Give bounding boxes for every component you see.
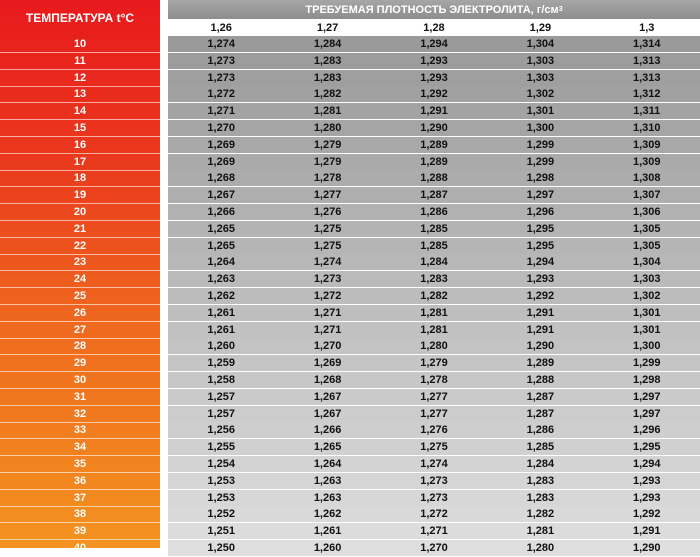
temperature-cell: 25 (0, 288, 160, 305)
density-value-cell: 1,281 (313, 105, 342, 118)
temperature-cell: 13 (0, 86, 160, 103)
temperature-cell: 33 (0, 422, 160, 439)
density-value-cell: 1,273 (420, 474, 448, 487)
temperature-cell: 27 (0, 322, 160, 339)
density-value-cell: 1,287 (420, 189, 448, 202)
density-column-headers (168, 19, 700, 36)
density-value-cell: 1,263 (207, 273, 235, 286)
density-value-cell: 1,296 (526, 206, 555, 218)
density-value-cell: 1,258 (207, 374, 235, 386)
density-value-cell: 1,273 (420, 491, 448, 504)
density-value-cell: 1,294 (526, 256, 555, 269)
density-value-cell: 1,262 (313, 508, 342, 521)
temperature-cell: 30 (0, 372, 160, 389)
density-value-cell: 1,261 (207, 323, 235, 336)
table-row (168, 490, 700, 507)
temperature-cell: 17 (0, 154, 160, 171)
temperature-cell: 20 (0, 204, 160, 221)
table-row (168, 187, 700, 204)
temperature-cell: 21 (0, 221, 160, 238)
density-value-cell: 1,285 (420, 239, 448, 252)
density-value-cell: 1,290 (632, 542, 661, 554)
density-value-cell: 1,297 (632, 407, 661, 420)
density-value-cell: 1,274 (420, 458, 448, 470)
temperature-cell: 10 (0, 36, 160, 53)
density-value-cell: 1,257 (207, 390, 235, 403)
density-value-cell: 1,263 (313, 491, 342, 504)
density-value-cell: 1,285 (420, 222, 448, 235)
density-value-cell: 1,309 (632, 138, 661, 151)
temperature-cell: 36 (0, 473, 160, 490)
density-value-cell: 1,270 (313, 340, 342, 353)
density-value-cell: 1,289 (420, 138, 448, 151)
temperature-cell: 29 (0, 355, 160, 372)
density-value-cell: 1,287 (526, 407, 555, 420)
column-header-0: 1,26 (210, 21, 232, 34)
density-value-cell: 1,293 (632, 474, 661, 487)
density-value-cell: 1,282 (526, 508, 555, 521)
density-value-cell: 1,261 (207, 306, 235, 319)
density-value-cell: 1,278 (420, 374, 448, 386)
density-value-cell: 1,277 (313, 189, 342, 202)
density-value-cell: 1,282 (420, 290, 448, 302)
table-row (168, 506, 700, 523)
density-value-cell: 1,263 (313, 474, 342, 487)
density-value-cell: 1,281 (526, 525, 555, 538)
table-row (168, 439, 700, 456)
table-row (168, 422, 700, 439)
temperature-cell: 34 (0, 439, 160, 456)
density-header-unit-sup: 3 (558, 6, 563, 13)
density-value-cell: 1,269 (313, 357, 342, 370)
density-value-cell: 1,292 (420, 88, 448, 101)
density-value-cell: 1,284 (420, 256, 448, 269)
table-row (168, 406, 700, 423)
density-value-cell: 1,269 (207, 155, 235, 168)
table-row (168, 70, 700, 87)
density-value-cell: 1,273 (207, 71, 235, 84)
density-value-cell: 1,301 (632, 306, 661, 319)
density-value-cell: 1,298 (632, 374, 661, 386)
density-value-cell: 1,294 (420, 38, 448, 50)
density-value-cell: 1,274 (207, 38, 235, 50)
density-value-cell: 1,297 (632, 390, 661, 403)
density-value-cell: 1,272 (420, 508, 448, 521)
density-value-cell: 1,273 (207, 54, 235, 67)
temperature-cell: 23 (0, 254, 160, 271)
density-value-cell: 1,253 (207, 474, 235, 487)
temperature-cell: 14 (0, 103, 160, 120)
density-value-cell: 1,255 (207, 441, 235, 454)
density-value-cell: 1,250 (207, 542, 235, 554)
density-value-cell: 1,300 (526, 122, 555, 134)
density-value-cell: 1,266 (207, 206, 235, 218)
table-row (168, 86, 700, 103)
table-row (168, 103, 700, 120)
density-value-cell: 1,302 (526, 88, 555, 101)
density-value-cell: 1,284 (313, 38, 342, 50)
density-value-cell: 1,270 (420, 542, 448, 554)
density-value-cell: 1,260 (313, 542, 342, 554)
table-row (168, 372, 700, 389)
density-value-cell: 1,266 (313, 424, 342, 437)
density-header (168, 0, 700, 19)
density-header-label: ТРЕБУЕМАЯ ПЛОТНОСТЬ ЭЛЕКТРОЛИТА, г/см (305, 3, 559, 16)
table-row (168, 322, 700, 339)
temperature-cell: 40 (0, 540, 160, 557)
density-value-cell: 1,268 (313, 374, 342, 386)
density-value-cell: 1,312 (632, 88, 661, 101)
density-value-cell: 1,253 (207, 491, 235, 504)
density-value-cell: 1,295 (632, 441, 661, 454)
density-value-cell: 1,292 (632, 508, 661, 521)
density-value-cell: 1,283 (313, 54, 342, 67)
density-value-cell: 1,291 (420, 105, 448, 118)
density-value-cell: 1,251 (207, 525, 235, 538)
density-value-cell: 1,303 (632, 273, 661, 286)
density-value-cell: 1,261 (313, 525, 342, 538)
density-value-cell: 1,260 (207, 340, 235, 353)
density-value-cell: 1,290 (420, 122, 448, 134)
density-value-cell: 1,267 (313, 390, 342, 403)
density-value-cell: 1,291 (526, 323, 555, 336)
density-value-cell: 1,314 (632, 38, 661, 50)
density-value-cell: 1,277 (420, 390, 448, 403)
table-row (168, 238, 700, 255)
density-value-cell: 1,285 (526, 441, 555, 454)
density-value-cell: 1,252 (207, 508, 235, 521)
temperature-header-label: ТЕМПЕРАТУРА t (25, 11, 121, 25)
table-row (168, 137, 700, 154)
table-row (168, 305, 700, 322)
density-value-cell: 1,293 (420, 54, 448, 67)
density-value-cell: 1,310 (632, 122, 661, 134)
density-value-cell: 1,257 (207, 407, 235, 420)
table-row (168, 473, 700, 490)
density-value-cell: 1,271 (207, 105, 235, 118)
density-value-cell: 1,301 (526, 105, 555, 118)
density-value-cell: 1,307 (632, 189, 661, 202)
density-value-cell: 1,259 (207, 357, 235, 370)
density-value-cell: 1,299 (632, 357, 661, 370)
temperature-cell: 26 (0, 305, 160, 322)
density-value-cell: 1,293 (420, 71, 448, 84)
density-value-cell: 1,305 (632, 239, 661, 252)
column-header-1: 1,27 (316, 21, 339, 34)
density-value-cell: 1,278 (313, 172, 342, 185)
density-value-cell: 1,265 (207, 239, 235, 252)
table-row (168, 154, 700, 171)
density-value-cell: 1,287 (526, 390, 555, 403)
table-row (168, 204, 700, 221)
density-value-cell: 1,272 (313, 290, 342, 302)
density-value-cell: 1,299 (526, 155, 555, 168)
density-value-cell: 1,262 (207, 290, 235, 302)
density-value-cell: 1,276 (313, 206, 342, 218)
density-value-cell: 1,313 (632, 54, 661, 67)
table-row (168, 254, 700, 271)
density-value-cell: 1,296 (632, 424, 661, 437)
density-value-cell: 1,309 (632, 155, 661, 168)
density-value-cell: 1,289 (526, 357, 555, 370)
table-row (168, 389, 700, 406)
temperature-cell: 31 (0, 389, 160, 406)
density-value-cell: 1,291 (526, 306, 555, 319)
density-value-cell: 1,295 (526, 239, 555, 252)
density-value-cell: 1,311 (633, 105, 661, 118)
density-value-cell: 1,268 (207, 172, 235, 185)
temperature-cell: 35 (0, 456, 160, 473)
table-row (168, 36, 700, 53)
density-value-cell: 1,271 (420, 525, 448, 538)
density-value-cell: 1,308 (632, 172, 661, 185)
density-value-cell: 1,256 (207, 424, 235, 437)
density-value-cell: 1,283 (526, 491, 555, 504)
density-value-cell: 1,269 (207, 138, 235, 151)
table-row (168, 456, 700, 473)
density-value-cell: 1,283 (313, 71, 342, 84)
table-row (168, 540, 700, 557)
density-value-cell: 1,275 (313, 222, 342, 235)
density-value-cell: 1,267 (207, 189, 235, 202)
density-value-cell: 1,280 (313, 122, 342, 134)
density-value-cell: 1,286 (526, 424, 555, 437)
temperature-cell: 18 (0, 170, 160, 187)
column-header-3: 1,29 (529, 21, 552, 34)
temperature-cell: 37 (0, 490, 160, 507)
density-value-cell: 1,293 (526, 273, 555, 286)
density-value-cell: 1,270 (207, 122, 235, 134)
density-value-cell: 1,279 (313, 155, 342, 168)
density-value-cell: 1,288 (526, 374, 555, 386)
density-value-cell: 1,291 (632, 525, 661, 538)
density-value-cell: 1,299 (526, 138, 555, 151)
density-value-cell: 1,305 (632, 222, 661, 235)
density-value-cell: 1,274 (313, 256, 342, 269)
density-value-cell: 1,265 (207, 222, 235, 235)
density-value-cell: 1,284 (526, 458, 555, 470)
density-value-cell: 1,279 (420, 357, 448, 370)
density-value-cell: 1,301 (632, 323, 661, 336)
density-value-cell: 1,303 (526, 54, 555, 67)
density-value-cell: 1,283 (526, 474, 555, 487)
density-value-cell: 1,292 (526, 290, 555, 302)
density-value-cell: 1,276 (420, 424, 448, 437)
density-value-cell: 1,264 (313, 458, 342, 470)
table-row (168, 338, 700, 355)
density-value-cell: 1,304 (526, 38, 555, 50)
density-value-cell: 1,280 (526, 542, 555, 554)
density-value-cell: 1,267 (313, 407, 342, 420)
density-value-cell: 1,300 (632, 340, 661, 353)
table-row (168, 523, 700, 540)
density-value-cell: 1,289 (420, 155, 448, 168)
table-row (168, 221, 700, 238)
temperature-cell: 39 (0, 523, 160, 540)
temperature-cell: 15 (0, 120, 160, 137)
table-row (168, 355, 700, 372)
column-header-2: 1,28 (423, 21, 445, 34)
density-value-cell: 1,275 (420, 441, 448, 454)
temperature-cell: 11 (0, 53, 160, 70)
temperature-header (0, 0, 160, 36)
density-value-cell: 1,290 (526, 340, 555, 353)
table-row (168, 120, 700, 137)
column-header-4: 1,3 (639, 21, 655, 34)
density-value-cell: 1,306 (632, 206, 661, 218)
temperature-cell: 28 (0, 338, 160, 355)
density-value-cell: 1,304 (632, 256, 661, 269)
density-value-cell: 1,280 (420, 340, 448, 353)
density-value-cell: 1,288 (420, 172, 448, 185)
density-value-cell: 1,277 (420, 407, 448, 420)
temperature-cell: 19 (0, 187, 160, 204)
density-value-cell: 1,272 (207, 88, 235, 101)
density-value-cell: 1,303 (526, 71, 555, 84)
density-value-cell: 1,271 (313, 306, 342, 319)
temperature-cell: 16 (0, 137, 160, 154)
density-value-cell: 1,297 (526, 189, 555, 202)
density-value-cell: 1,282 (313, 88, 342, 101)
density-value-cell: 1,294 (632, 458, 661, 470)
density-value-cell: 1,275 (313, 239, 342, 252)
density-value-cell: 1,273 (313, 273, 342, 286)
density-value-cell: 1,279 (313, 138, 342, 151)
temperature-cell: 38 (0, 506, 160, 523)
temperature-cell: 12 (0, 70, 160, 87)
table-row (168, 170, 700, 187)
density-value-cell: 1,295 (526, 222, 555, 235)
density-value-cell: 1,271 (313, 323, 342, 336)
density-value-cell: 1,254 (207, 458, 235, 470)
density-section (168, 0, 700, 554)
temperature-cell: 24 (0, 271, 160, 288)
temperature-column (0, 0, 160, 554)
density-value-cell: 1,293 (632, 491, 661, 504)
density-value-cell: 1,264 (207, 256, 235, 269)
density-value-cell: 1,281 (420, 323, 448, 336)
density-value-cell: 1,298 (526, 172, 555, 185)
temperature-header-unit: °С (120, 11, 135, 25)
table-row (168, 271, 700, 288)
density-value-cell: 1,286 (420, 206, 448, 218)
density-value-cell: 1,265 (313, 441, 342, 454)
density-value-cell: 1,313 (632, 71, 661, 84)
temperature-cell: 32 (0, 406, 160, 423)
temperature-cell: 22 (0, 238, 160, 255)
table-row (168, 288, 700, 305)
table-row (168, 53, 700, 70)
density-value-cell: 1,302 (632, 290, 661, 302)
density-value-cell: 1,281 (420, 306, 448, 319)
density-value-cell: 1,283 (420, 273, 448, 286)
